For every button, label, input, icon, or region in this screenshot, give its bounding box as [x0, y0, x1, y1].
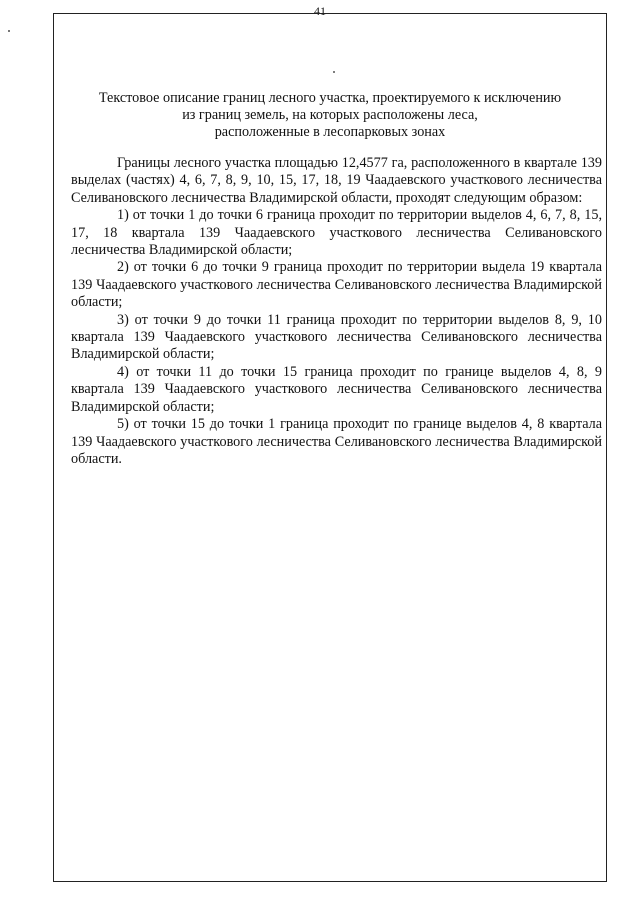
- scan-speck: [333, 71, 335, 73]
- boundary-item-1: 1) от точки 1 до точки 6 граница проходит по территории выделов 4, 6, 7, 8, 15, 17, 18 квартала 139 Чаадаевского участкового лесничества Селивановского лесничества Владимирской области;: [71, 207, 602, 259]
- document-body: [71, 155, 602, 468]
- document-heading: [53, 90, 607, 141]
- heading-line-2: из границ земель, на которых расположены леса,: [182, 107, 478, 123]
- boundary-item-4: 4) от точки 11 до точки 15 граница проходит по границе выделов 4, 8, 9 квартала 139 Чаадаевского участкового лесничества Селивановского лесничества Владимирской области;: [71, 363, 602, 415]
- intro-paragraph: Границы лесного участка площадью 12,4577 га, расположенного в квартале 139 выделах (частях) 4, 6, 7, 8, 9, 10, 15, 17, 18, 19 Чаадаевского участкового лесничества Селивановского лесничества Владимирской области, проходят следующим образом:: [71, 155, 602, 206]
- scan-mark: [8, 30, 10, 32]
- heading-line-1: Текстовое описание границ лесного участка, проектируемого к исключению: [98, 90, 562, 106]
- boundary-item-2: 2) от точки 6 до точки 9 граница проходит по территории выдела 19 квартала 139 Чаадаевского участкового лесничества Селивановского лесничества Владимирской области;: [71, 259, 602, 311]
- boundary-item-5: 5) от точки 15 до точки 1 граница проходит по границе выделов 4, 8 квартала 139 Чаадаевского участкового лесничества Селивановского лесничества Владимирской области.: [71, 416, 602, 467]
- page-number: 41: [314, 4, 326, 18]
- boundary-item-3: 3) от точки 9 до точки 11 граница проходит по территории выделов 8, 9, 10 квартала 139 Чаадаевского участкового лесничества Селивановского лесничества Владимирской области;: [71, 311, 602, 363]
- heading-line-3: расположенные в лесопарковых зонах: [214, 124, 446, 140]
